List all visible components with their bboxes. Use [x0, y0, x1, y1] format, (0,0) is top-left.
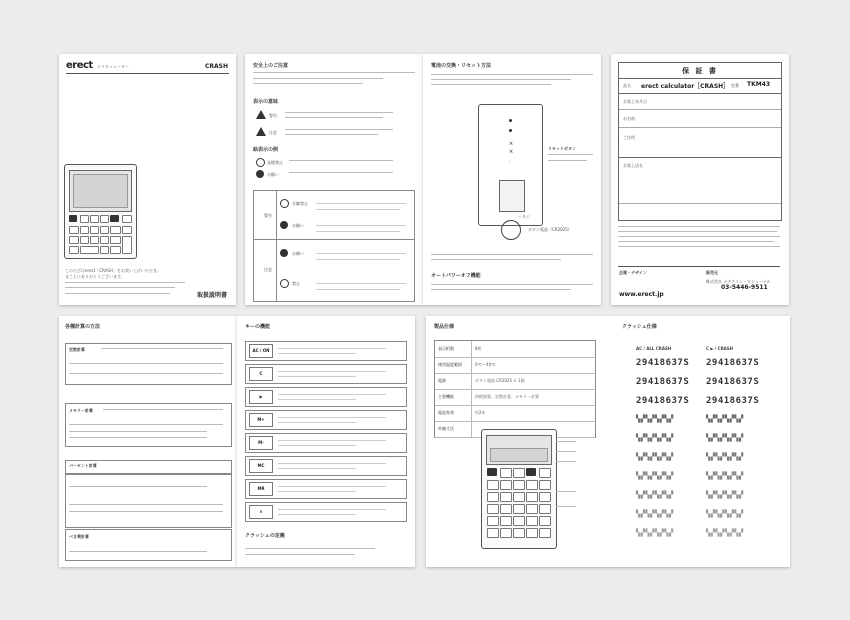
calc-key	[539, 468, 551, 478]
model-value: TKM43	[747, 81, 771, 88]
spec-row: 使用温度範囲 0℃〜40℃	[435, 357, 595, 374]
crash-display-sample: ▚▞▚▞▚▞▚▞	[706, 453, 744, 461]
calc-key	[539, 516, 551, 526]
calc-key	[539, 504, 551, 514]
t3-label: お願い	[292, 251, 304, 256]
auto-power-off-title: オートパワーオフ機能	[431, 273, 481, 279]
crash-col-1: AC / ALL CRASH	[636, 346, 672, 351]
crash-display-sample: 29418637S	[706, 396, 760, 406]
cover-subtitle: エリキュレーター	[97, 64, 129, 69]
warranty-page	[611, 54, 789, 305]
battery-page	[423, 54, 601, 305]
spec-row: 外観寸法	[435, 421, 595, 438]
calc-key	[513, 504, 525, 514]
crash-display-sample: ▚▞▚▞▚▞▚▞	[636, 434, 674, 442]
calc-row-4: べき乗計算	[69, 534, 89, 539]
key-row	[245, 341, 407, 361]
crash-display-sample: ▚▞▚▞▚▞▚▞	[706, 529, 744, 537]
crash-display-sample: ▚▞▚▞▚▞▚▞	[706, 510, 744, 518]
cell-label: ボタン電池（CR2025）	[528, 227, 572, 232]
calc-row-1: 定数計算	[69, 347, 85, 352]
calc-key	[500, 492, 512, 502]
t4-label: 禁止	[292, 281, 300, 286]
calc-key	[487, 516, 499, 526]
company-phone: 03-5446-9511	[721, 284, 768, 291]
spec-row: 電池寿命 約2年	[435, 405, 595, 422]
battery-title: 電池の交換・リセット方法	[431, 63, 491, 69]
safety-page	[245, 54, 423, 305]
key-glyph: C	[249, 367, 273, 381]
calc-key	[500, 504, 512, 514]
crash-display-sample: ▚▞▚▞▚▞▚▞	[636, 453, 674, 461]
calc-key	[487, 504, 499, 514]
key-glyph: M+	[249, 413, 273, 427]
key-glyph: AC / ON	[249, 344, 273, 358]
crash-display-sample: ▚▞▚▞▚▞▚▞	[636, 491, 674, 499]
cover-model: CRASH	[204, 63, 228, 70]
cover-intro: このたびはerect「CRASH」をお買い上げいただき、	[65, 268, 161, 273]
calc-key	[526, 528, 538, 538]
warranty-box	[618, 62, 782, 221]
calc-key	[487, 528, 499, 538]
footer-seller: 販売元	[706, 270, 718, 275]
safety-title: 安全上のご注意	[253, 63, 289, 69]
calc-key	[500, 480, 512, 490]
calc-row-2: メモリー計算	[69, 408, 93, 413]
battery-cell-icon	[501, 220, 521, 240]
calc-key	[500, 516, 512, 526]
row-purchase-date: お買上年月日	[623, 99, 647, 104]
icon1-label: 発煙禁止	[267, 160, 283, 165]
company-url: www.erect.jp	[619, 291, 664, 298]
row-name: お名前	[623, 116, 635, 121]
calc-key	[526, 480, 538, 490]
crash-display-sample: ▚▞▚▞▚▞▚▞	[706, 434, 744, 442]
warranty-title: 保 証 書	[682, 67, 718, 75]
calc-key	[513, 480, 525, 490]
safety-table	[253, 190, 415, 302]
key-glyph: MR	[249, 482, 273, 496]
key-functions-page	[237, 316, 415, 567]
icon2-label: お願い	[267, 172, 279, 177]
calc-key	[513, 468, 525, 478]
crash-display-sample: ▚▞▚▞▚▞▚▞	[636, 472, 674, 480]
screw-label: ＋ネジ	[518, 214, 530, 219]
calc-key	[487, 492, 499, 502]
logo: erect	[66, 60, 93, 71]
keys-title: キーの機能	[245, 324, 271, 330]
product-label: 品名	[623, 83, 631, 88]
calc-key	[500, 528, 512, 538]
crash-display-sample: ▚▞▚▞▚▞▚▞	[706, 491, 744, 499]
key-glyph: ×	[249, 505, 273, 519]
calc-key	[526, 492, 538, 502]
spec-title: 製品仕様	[434, 324, 455, 330]
caution-triangle-icon	[256, 127, 266, 136]
cover-intro-2: まことにありがとうございます。	[65, 274, 125, 279]
crash-display-sample: ▚▞▚▞▚▞▚▞	[706, 415, 744, 423]
calc-key	[513, 528, 525, 538]
calc-key	[526, 504, 538, 514]
spec-row: 電源 ボタン電池 CR2025 × 1個	[435, 373, 595, 390]
spec-table	[434, 340, 596, 438]
spec-row: 表示桁数 8桁	[435, 341, 595, 358]
row-store: お買上店名	[623, 163, 643, 168]
section-examples: 絵表示の例	[253, 147, 279, 153]
calc-key	[526, 516, 538, 526]
key-glyph: ▶	[249, 390, 273, 404]
calc-key	[513, 516, 525, 526]
caution-label: 注意	[269, 130, 277, 135]
key-row	[245, 456, 407, 476]
calc-key	[487, 480, 499, 490]
calc-key	[513, 492, 525, 502]
calc-methods-page	[59, 316, 237, 567]
spec-row: 主要機能 四則演算、定数計算、メモリー計算	[435, 389, 595, 406]
crash-display-sample: ▚▞▚▞▚▞▚▞	[706, 472, 744, 480]
warn-label: 警告	[269, 113, 277, 118]
crash-display-sample: 29418637S	[636, 358, 690, 368]
crash-definition-title: クラッシュの定義	[245, 533, 285, 539]
key-row	[245, 364, 407, 384]
footer-design: 企画・デザイン	[619, 270, 647, 275]
company-name: 株式会社 ナデクイン・マシューナル	[706, 279, 771, 284]
crash-display-sample: ▚▞▚▞▚▞▚▞	[636, 415, 674, 423]
crash-display-sample: ▚▞▚▞▚▞▚▞	[636, 510, 674, 518]
product-value: erect calculator［CRASH］	[641, 83, 730, 90]
crash-spec-title: クラッシュ仕様	[622, 324, 657, 330]
row-address: ご住所	[623, 135, 635, 140]
table-caution-label: 注意	[264, 267, 272, 272]
key-glyph: M-	[249, 436, 273, 450]
calc-title: 各種計算の方法	[65, 324, 101, 330]
doc-title: 取扱説明書	[196, 292, 227, 299]
crash-display-sample: 29418637S	[636, 396, 690, 406]
warning-triangle-icon	[256, 110, 266, 119]
section-meaning: 表示の意味	[253, 99, 279, 105]
request-icon	[256, 170, 264, 178]
t1-label: 分解禁止	[292, 201, 308, 206]
crash-display-sample: ▚▞▚▞▚▞▚▞	[636, 529, 674, 537]
calc-key	[539, 528, 551, 538]
key-glyph: MC	[249, 459, 273, 473]
spec-crash-page	[426, 316, 790, 567]
table-warn-label: 警告	[264, 213, 272, 218]
prohibit-icon	[256, 158, 265, 167]
calc-row-3: パーセント計算	[69, 463, 97, 468]
cover-page	[59, 54, 236, 305]
calc-key	[526, 468, 536, 476]
reset-label: リセットボタン	[548, 146, 576, 151]
key-row	[245, 502, 407, 522]
calc-key	[487, 468, 497, 476]
key-row	[245, 387, 407, 407]
crash-display-sample: 29418637S	[706, 358, 760, 368]
crash-display-sample: 29418637S	[636, 377, 690, 387]
calc-key	[539, 492, 551, 502]
calc-key	[500, 468, 512, 478]
crash-display-sample: 29418637S	[706, 377, 760, 387]
crash-col-2: C ▶ / CRASH	[706, 346, 733, 351]
key-row	[245, 433, 407, 453]
model-label: 型番	[731, 83, 739, 88]
t2-label: お願い	[292, 223, 304, 228]
key-row	[245, 410, 407, 430]
calculator-front-diagram	[481, 429, 557, 549]
calculator-back-illustration: × × ·	[478, 104, 543, 226]
calc-key	[539, 480, 551, 490]
key-row	[245, 479, 407, 499]
calculator-illustration	[64, 164, 137, 259]
